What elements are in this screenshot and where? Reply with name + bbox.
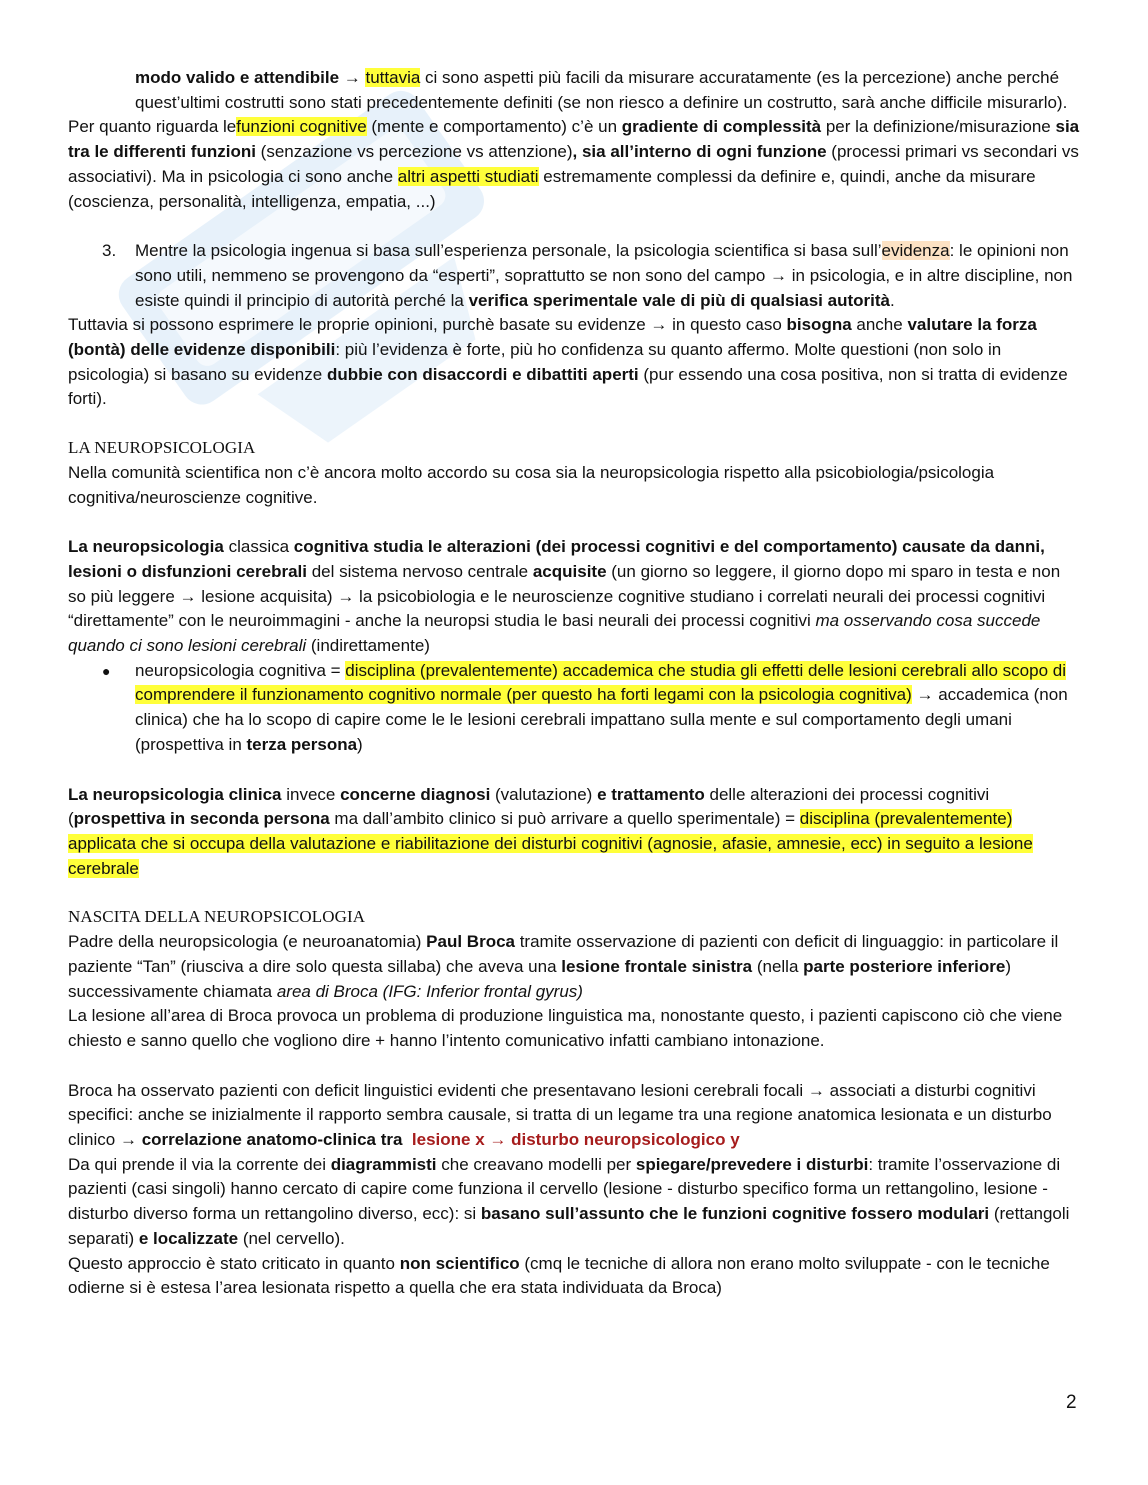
bullet-marker: ● xyxy=(102,662,111,679)
paragraph-cognitive-functions: Per quanto riguarda lefunzioni cognitive (mente e comportamento) c’è un gradiente di complessità per la definizione/misurazione sia tra le differenti funzioni (senzazione vs percezione vs attenzione), sia all’interno di ogni funzione (processi primari vs secondari vs associativi). Ma in psicologia ci sono anche altri aspetti studiati estremamente complessi da definire e, quindi, anche da misurare (coscienza, personalità, intelligenza, empatia, ...) xyxy=(68,117,1080,211)
list-item-3: 3. Mentre la psicologia ingenua si basa sull’esperienza personale, la psicologia scientifica si basa sull’evidenza: le opinioni non sono utili, nemmeno se provengono da “esperti”, soprattutto se non sono del campo → in psicologia, e in altre discipline, non esiste quindi il principio di autorità perché la verifica sperimentale vale di più di qualsiasi autorità. xyxy=(102,241,1073,310)
section-heading-neuropsicologia: LA NEUROPSICOLOGIA xyxy=(68,438,256,458)
paragraph-criticism: Questo approccio è stato criticato in quanto non scientifico (cmq le tecniche di allora non erano molto sviluppate - con le tecniche odierne si è estesa l’area lesionata rispetto a quella che era stata individuata da Broca) xyxy=(68,1253,1050,1298)
page-number: 2 xyxy=(1066,1392,1077,1413)
paragraph-evidence: Tuttavia si possono esprimere le proprie opinioni, purchè basate su evidenze → in questo caso bisogna anche valutare la forza (bontà) delle evidenze disponibili: più l’evidenza è forte, più ho confidenza su quanto affermo. Molte questioni (non solo in psicologia) si basano su evidenze dubbie con disaccordi e dibattiti aperti (pur essendo una cosa positiva, non si tratta di evidenze forti). xyxy=(68,315,1068,409)
paragraph-diagrammisti: Da qui prende il via la corrente dei diagrammisti che creavano modelli per spiegare/prevedere i disturbi: tramite l’osservazione di pazienti (casi singoli) hanno cercato di capire come funziona il cervello (lesione - disturbo specifico forma un rettangolino, lesione - disturbo diverso forma un rettangolino diverso, ecc): si basano sull’assunto che le funzioni cognitive fossero modulari (rettangoli separati) e localizzate (nel cervello). xyxy=(68,1154,1070,1248)
document-page xyxy=(68,66,1080,1301)
bullet-item-cognitive-neuropsi: ● neuropsicologia cognitiva = disciplina (prevalentemente) accademica che studia gli effetti delle lesioni cerebrali allo scopo di comprendere il funzionamento cognitivo normale (per questo ha forti legami con la psicologia cognitiva) → accademica (non clinica) che ha lo scopo di capire come le le lesioni cerebrali impattano sulla mente e sul comportamento degli umani (prospettiva in terza persona) xyxy=(102,660,1068,754)
paragraph-clinical-neuropsi: La neuropsicologia clinica invece concerne diagnosi (valutazione) e trattamento delle alterazioni dei processi cognitivi (prospettiva in seconda persona ma dall’ambito clinico si può arrivare a quello sperimentale) = disciplina (prevalentemente) applicata che si occupa della valutazione e riabilitazione dei disturbi cognitivi (agnosie, afasie, amnesie, ecc) in seguito a lesione cerebrale xyxy=(68,784,1033,878)
paragraph-measurement-continued: modo valido e attendibile → tuttavia ci sono aspetti più facili da misurare accuratamente (es la percezione) anche perché quest’ultimi costrutti sono stati precedentemente definiti (se non riesco a definire un costrutto, sarà anche difficile misurarlo). xyxy=(135,68,1068,112)
list-marker: 3. xyxy=(102,241,117,261)
paragraph-neuropsi-intro: Nella comunità scientifica non c’è ancora molto accordo su cosa sia la neuropsicologia rispetto alla psicobiologia/psicologia cognitiva/neuroscienze cognitive. xyxy=(68,462,995,507)
paragraph-broca-observations: Broca ha osservato pazienti con deficit linguistici evidenti che presentavano lesioni cerebrali focali → associati a disturbi cognitivi specifici: anche se inizialmente il rapporto sembra causale, si tratta di un legame tra una regione anatomica lesionata e un disturbo clinico → correlazione anatomo-clinica tra lesione x → disturbo neuropsicologico y xyxy=(68,1080,1052,1150)
paragraph-broca-lesion: La lesione all’area di Broca provoca un problema di produzione linguistica ma, nonostante questo, i pazienti capiscono ciò che viene chiesto e sanno quello che vogliono dire + hanno l’intento comunicativo infatti cambiano intonazione. xyxy=(68,1006,1063,1050)
paragraph-classic-neuropsi: La neuropsicologia classica cognitiva studia le alterazioni (dei processi cognitivi e del comportamento) causate da danni, lesioni o disfunzioni cerebrali del sistema nervoso centrale acquisite (un giorno so leggere, il giorno dopo mi sparo in testa e non so più leggere → lesione acquisita) → la psicobiologia e le neuroscienze cognitive studiano i correlati neurali dei processi cognitivi “direttamente” con le neuroimmagini - anche la neuropsi studia le basi neurali dei processi cognitivi ma osservando cosa succede quando ci sono lesioni cerebrali (indirettamente) xyxy=(68,537,1061,656)
paragraph-paul-broca: Padre della neuropsicologia (e neuroanatomia) Paul Broca tramite osservazione di pazienti con deficit di linguaggio: in particolare il paziente “Tan” (riusciva a dire solo questa sillaba) che aveva una lesione frontale sinistra (nella parte posteriore inferiore) successivamente chiamata area di Broca (IFG: Inferior frontal gyrus) xyxy=(68,932,1059,1001)
section-heading-nascita: NASCITA DELLA NEUROPSICOLOGIA xyxy=(68,907,366,927)
